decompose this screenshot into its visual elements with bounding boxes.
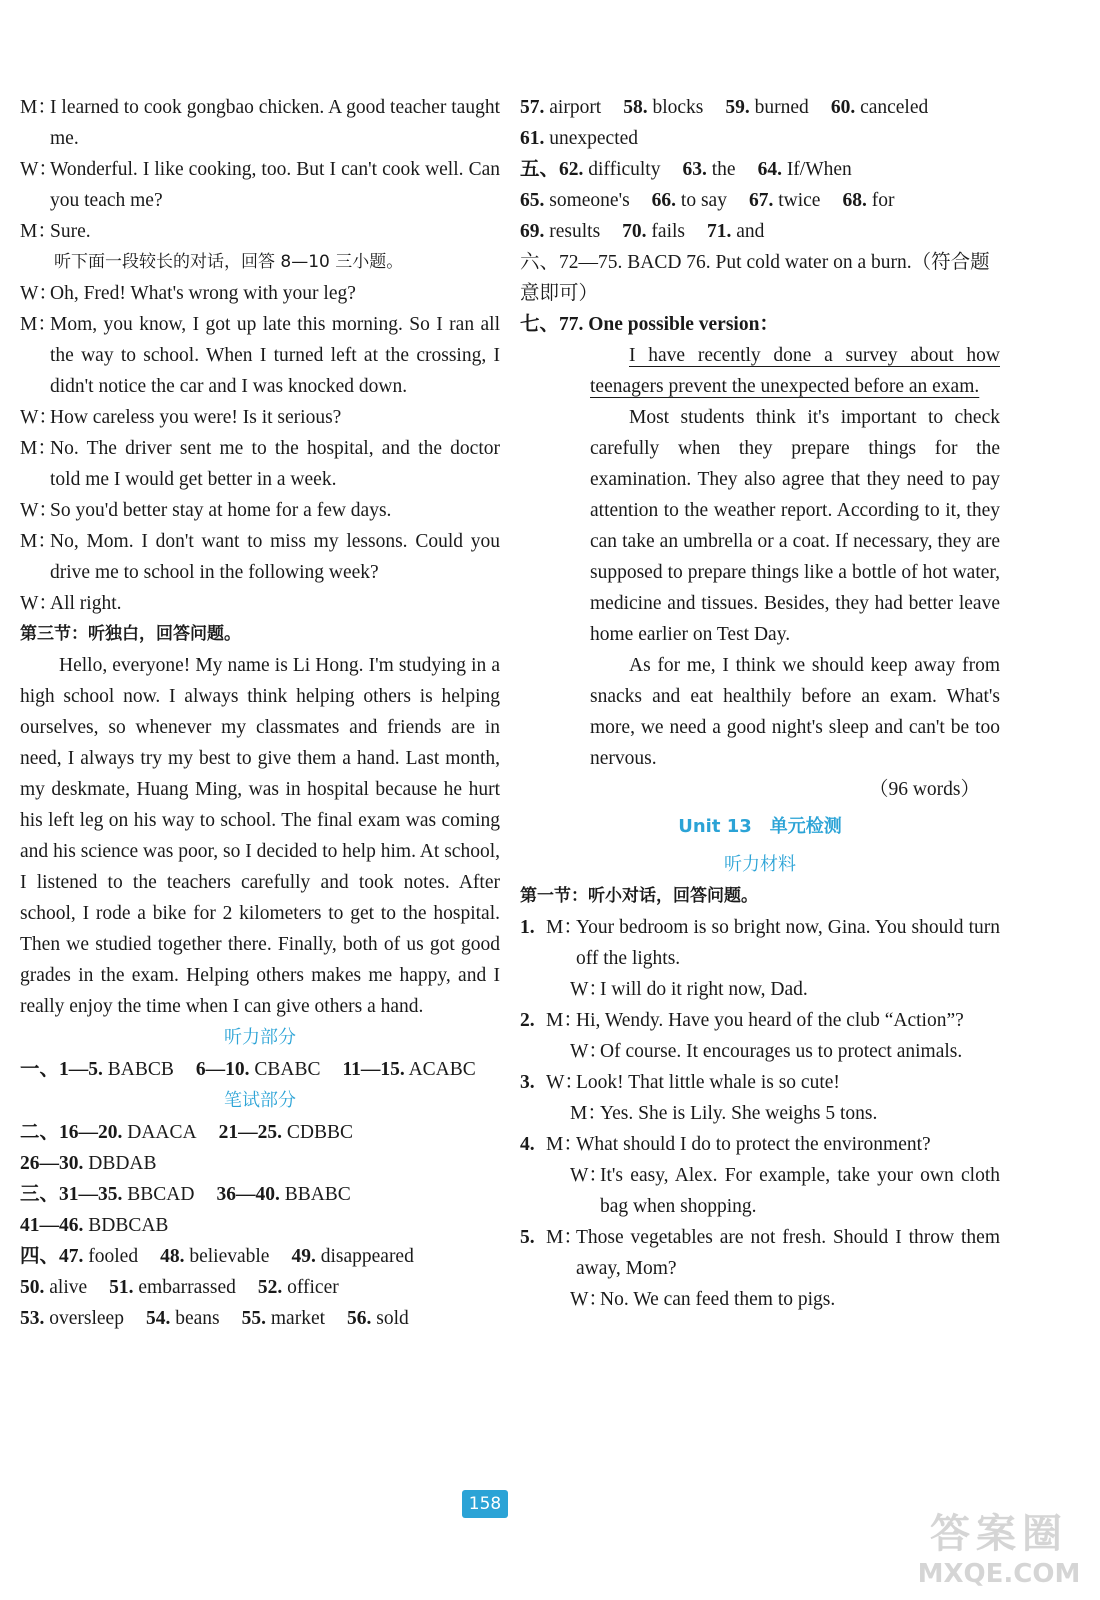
- answer-item: 36—40. BBABC: [216, 1184, 351, 1205]
- answer-item: 48. believable: [160, 1246, 270, 1267]
- listening-answers: [20, 1054, 500, 1085]
- answer-row-6: 六、72—75. BACD 76. Put cold water on a burn.（符合题意即可）: [520, 252, 990, 304]
- dialogue-line: [546, 1067, 1000, 1098]
- dialogue-text: No. We can feed them to pigs.: [600, 1289, 836, 1310]
- speaker-label: M：: [546, 1134, 583, 1155]
- listening-item: [520, 1222, 1000, 1315]
- listening-item: [520, 1067, 1000, 1129]
- answer-item: 61. unexpected: [520, 128, 639, 149]
- answer-rows: [520, 92, 1000, 247]
- unit-heading: Unit 13 单元检测: [678, 816, 842, 837]
- answer-row: [520, 216, 1000, 247]
- page-number: 158: [462, 1490, 508, 1518]
- watermark-logo: 答案圈 MXQE.COM: [917, 1511, 1081, 1589]
- answer-item: 68. for: [842, 190, 895, 211]
- answer-item: 59. burned: [725, 97, 809, 118]
- dialogue-line: [546, 1160, 1000, 1222]
- answer-item: 三、31—35. BBCAD: [20, 1184, 195, 1205]
- answer-item: 四、47. fooled: [20, 1246, 139, 1267]
- speaker-label: W：: [570, 979, 608, 1000]
- answer-row: [20, 1241, 500, 1272]
- dialogue-line: [546, 1098, 1000, 1129]
- speaker-label: M：: [546, 917, 583, 938]
- dialogue-line: [546, 1284, 1000, 1315]
- answer-item: 41—46. BDBCAB: [20, 1215, 169, 1236]
- dialogue-text: How careless you were! Is it serious?: [50, 407, 342, 428]
- speaker-label: W：: [20, 159, 58, 180]
- dialogue-text: Look! That little whale is so cute!: [576, 1072, 840, 1093]
- dialogue-line: [20, 92, 500, 154]
- left-column: [20, 92, 500, 1334]
- answer-row: [520, 185, 1000, 216]
- speaker-label: W：: [20, 407, 58, 428]
- answer-item: 71. and: [707, 221, 765, 242]
- dialogue-line: [546, 1222, 1000, 1284]
- answer-item: 53. oversleep: [20, 1308, 124, 1329]
- speaker-label: W：: [20, 283, 58, 304]
- answer-row: [20, 1117, 500, 1148]
- listening-items: [520, 912, 1000, 1315]
- answer-item: 57. airport: [520, 97, 602, 118]
- written-answers: [20, 1117, 500, 1334]
- dialogue-line: [20, 309, 500, 402]
- answer-item: 52. officer: [257, 1277, 339, 1298]
- dialogue-text: I will do it right now, Dad.: [600, 979, 808, 1000]
- section-1-heading: 第一节：听小对话，回答问题。: [520, 886, 758, 906]
- answer-item: 51. embarrassed: [109, 1277, 236, 1298]
- dialogue-line: [546, 1005, 1000, 1036]
- answer-item: 65. someone's: [520, 190, 630, 211]
- speaker-label: M：: [20, 97, 57, 118]
- dialogue-text: Of course. It encourages us to protect animals.: [600, 1041, 963, 1062]
- dialogue-line: [20, 216, 500, 247]
- item-number: 5.: [520, 1227, 535, 1248]
- answer-item: 54. beans: [145, 1308, 220, 1329]
- dialogue-text: I learned to cook gongbao chicken. A good teacher taught me.: [50, 97, 500, 149]
- listening-part-heading: 听力部分: [224, 1027, 296, 1048]
- dialogue-line: [546, 1036, 1000, 1067]
- answer-row-7-heading: 七、77. One possible version：: [520, 314, 779, 335]
- speaker-label: M：: [20, 314, 57, 335]
- dialogue-line: [20, 433, 500, 495]
- speaker-label: W：: [570, 1041, 608, 1062]
- answer-item: 55. market: [241, 1308, 326, 1329]
- listening-item: [520, 912, 1000, 1005]
- word-count: （96 words）: [868, 779, 980, 800]
- listening-item: [520, 1005, 1000, 1067]
- essay-title: I have recently done a survey about how teenagers prevent the unexpected before an exam.: [590, 345, 1000, 397]
- dialogue-line: [20, 278, 500, 309]
- dialogue-instruction: 听下面一段较长的对话，回答 8—10 三小题。: [54, 252, 404, 272]
- dialogue-text: No, Mom. I don't want to miss my lessons. Could you drive me to school in the following week?: [50, 531, 500, 583]
- answer-item: 一、1—5. BABCB: [20, 1059, 174, 1080]
- dialogue-text: No. The driver sent me to the hospital, and the doctor told me I would get better in a week.: [50, 438, 500, 490]
- speaker-label: W：: [546, 1072, 584, 1093]
- item-number: 3.: [520, 1072, 535, 1093]
- answer-item: 50. alive: [20, 1277, 88, 1298]
- answer-item: 56. sold: [347, 1308, 409, 1329]
- dialogue-text: Those vegetables are not fresh. Should I throw them away, Mom?: [576, 1227, 1000, 1279]
- speaker-label: M：: [570, 1103, 607, 1124]
- answer-item: 64. If/When: [757, 159, 852, 180]
- answer-row: [520, 154, 1000, 185]
- dialogue-line: [20, 495, 500, 526]
- answer-item: 二、16—20. DAACA: [20, 1122, 197, 1143]
- written-part-heading: 笔试部分: [224, 1090, 296, 1111]
- dialogue-line: [546, 974, 1000, 1005]
- speaker-label: M：: [20, 221, 57, 242]
- answer-item: 60. canceled: [830, 97, 929, 118]
- monologue-text: Hello, everyone! My name is Li Hong. I'm studying in a high school now. I always think helping others is helping ourselves, so whenever my classmates and friends are in need, I always try my best to give them a hand. Last month, my deskmate, Huang Ming, was in hospital because he hurt his left leg on his way to school. The final exam was coming and his science was poor, so I decided to help him. At school, I listened to the teachers carefully and took notes. After school, I rode a bike for 2 kilometers to get to the hospital. Then we studied together there. Finally, both of us got good grades in the exam. Helping others makes me happy, and I really enjoy the time when I can give others a hand.: [20, 655, 500, 1017]
- item-number: 4.: [520, 1134, 535, 1155]
- answer-item: 69. results: [520, 221, 601, 242]
- dialogue-block-1: [20, 92, 500, 247]
- section-3-heading: 第三节：听独白，回答问题。: [20, 624, 241, 644]
- answer-item: 49. disappeared: [291, 1246, 414, 1267]
- answer-item: 58. blocks: [623, 97, 704, 118]
- dialogue-line: [20, 154, 500, 216]
- item-number: 2.: [520, 1010, 535, 1031]
- dialogue-line: [546, 1129, 1000, 1160]
- answer-item: 67. twice: [748, 190, 821, 211]
- dialogue-text: All right.: [50, 593, 122, 614]
- speaker-label: W：: [570, 1165, 608, 1186]
- dialogue-text: Hi, Wendy. Have you heard of the club “Action”?: [576, 1010, 964, 1031]
- dialogue-line: [20, 402, 500, 433]
- answer-item: 11—15. ACABC: [342, 1059, 476, 1080]
- dialogue-line: [546, 912, 1000, 974]
- dialogue-text: It's easy, Alex. For example, take your own cloth bag when shopping.: [600, 1165, 1000, 1217]
- dialogue-text: Wonderful. I like cooking, too. But I can't cook well. Can you teach me?: [50, 159, 500, 211]
- answer-row: [20, 1272, 500, 1303]
- speaker-label: M：: [546, 1010, 583, 1031]
- answer-item: 五、62. difficulty: [520, 159, 661, 180]
- dialogue-block-2: [20, 278, 500, 619]
- answer-item: 21—25. CDBBC: [218, 1122, 353, 1143]
- answer-item: 63. the: [682, 159, 736, 180]
- answer-row: [20, 1210, 500, 1241]
- dialogue-text: So you'd better stay at home for a few days.: [50, 500, 392, 521]
- dialogue-text: Sure.: [50, 221, 91, 242]
- dialogue-text: What should I do to protect the environment?: [576, 1134, 931, 1155]
- speaker-label: M：: [20, 531, 57, 552]
- dialogue-text: Yes. She is Lily. She weighs 5 tons.: [600, 1103, 878, 1124]
- essay-paragraph-2: As for me, I think we should keep away from snacks and eat healthily before an exam. What's more, we need a good night's sleep and can't be too nervous.: [590, 655, 1000, 769]
- dialogue-line: [20, 526, 500, 588]
- answer-row: [520, 123, 1000, 154]
- speaker-label: M：: [546, 1227, 583, 1248]
- listening-material-heading: 听力材料: [724, 854, 796, 875]
- dialogue-line: [20, 588, 500, 619]
- answer-item: 70. fails: [622, 221, 685, 242]
- listening-item: [520, 1129, 1000, 1222]
- speaker-label: W：: [570, 1289, 608, 1310]
- speaker-label: W：: [20, 500, 58, 521]
- speaker-label: W：: [20, 593, 58, 614]
- item-number: 1.: [520, 917, 535, 938]
- speaker-label: M：: [20, 438, 57, 459]
- answer-item: 6—10. CBABC: [195, 1059, 321, 1080]
- answer-row: [20, 1148, 500, 1179]
- dialogue-text: Oh, Fred! What's wrong with your leg?: [50, 283, 356, 304]
- answer-item: 26—30. DBDAB: [20, 1153, 157, 1174]
- right-column: [520, 92, 1000, 1315]
- dialogue-text: Your bedroom is so bright now, Gina. You should turn off the lights.: [576, 917, 1000, 969]
- essay-paragraph-1: Most students think it's important to check carefully when they prepare things for the examination. They also agree that they need to pay attention to the weather report. According to it, they can take an umbrella or a coat. If necessary, they are supposed to prepare things like a bottle of hot water, medicine and tissues. Besides, they had better leave home earlier on Test Day.: [590, 407, 1000, 645]
- answer-item: 66. to say: [651, 190, 727, 211]
- answer-row: [520, 92, 1000, 123]
- dialogue-text: Mom, you know, I got up late this morning. So I ran all the way to school. When I turned left at the crossing, I didn't notice the car and I was knocked down.: [50, 314, 500, 397]
- answer-row: [20, 1179, 500, 1210]
- answer-row: [20, 1303, 500, 1334]
